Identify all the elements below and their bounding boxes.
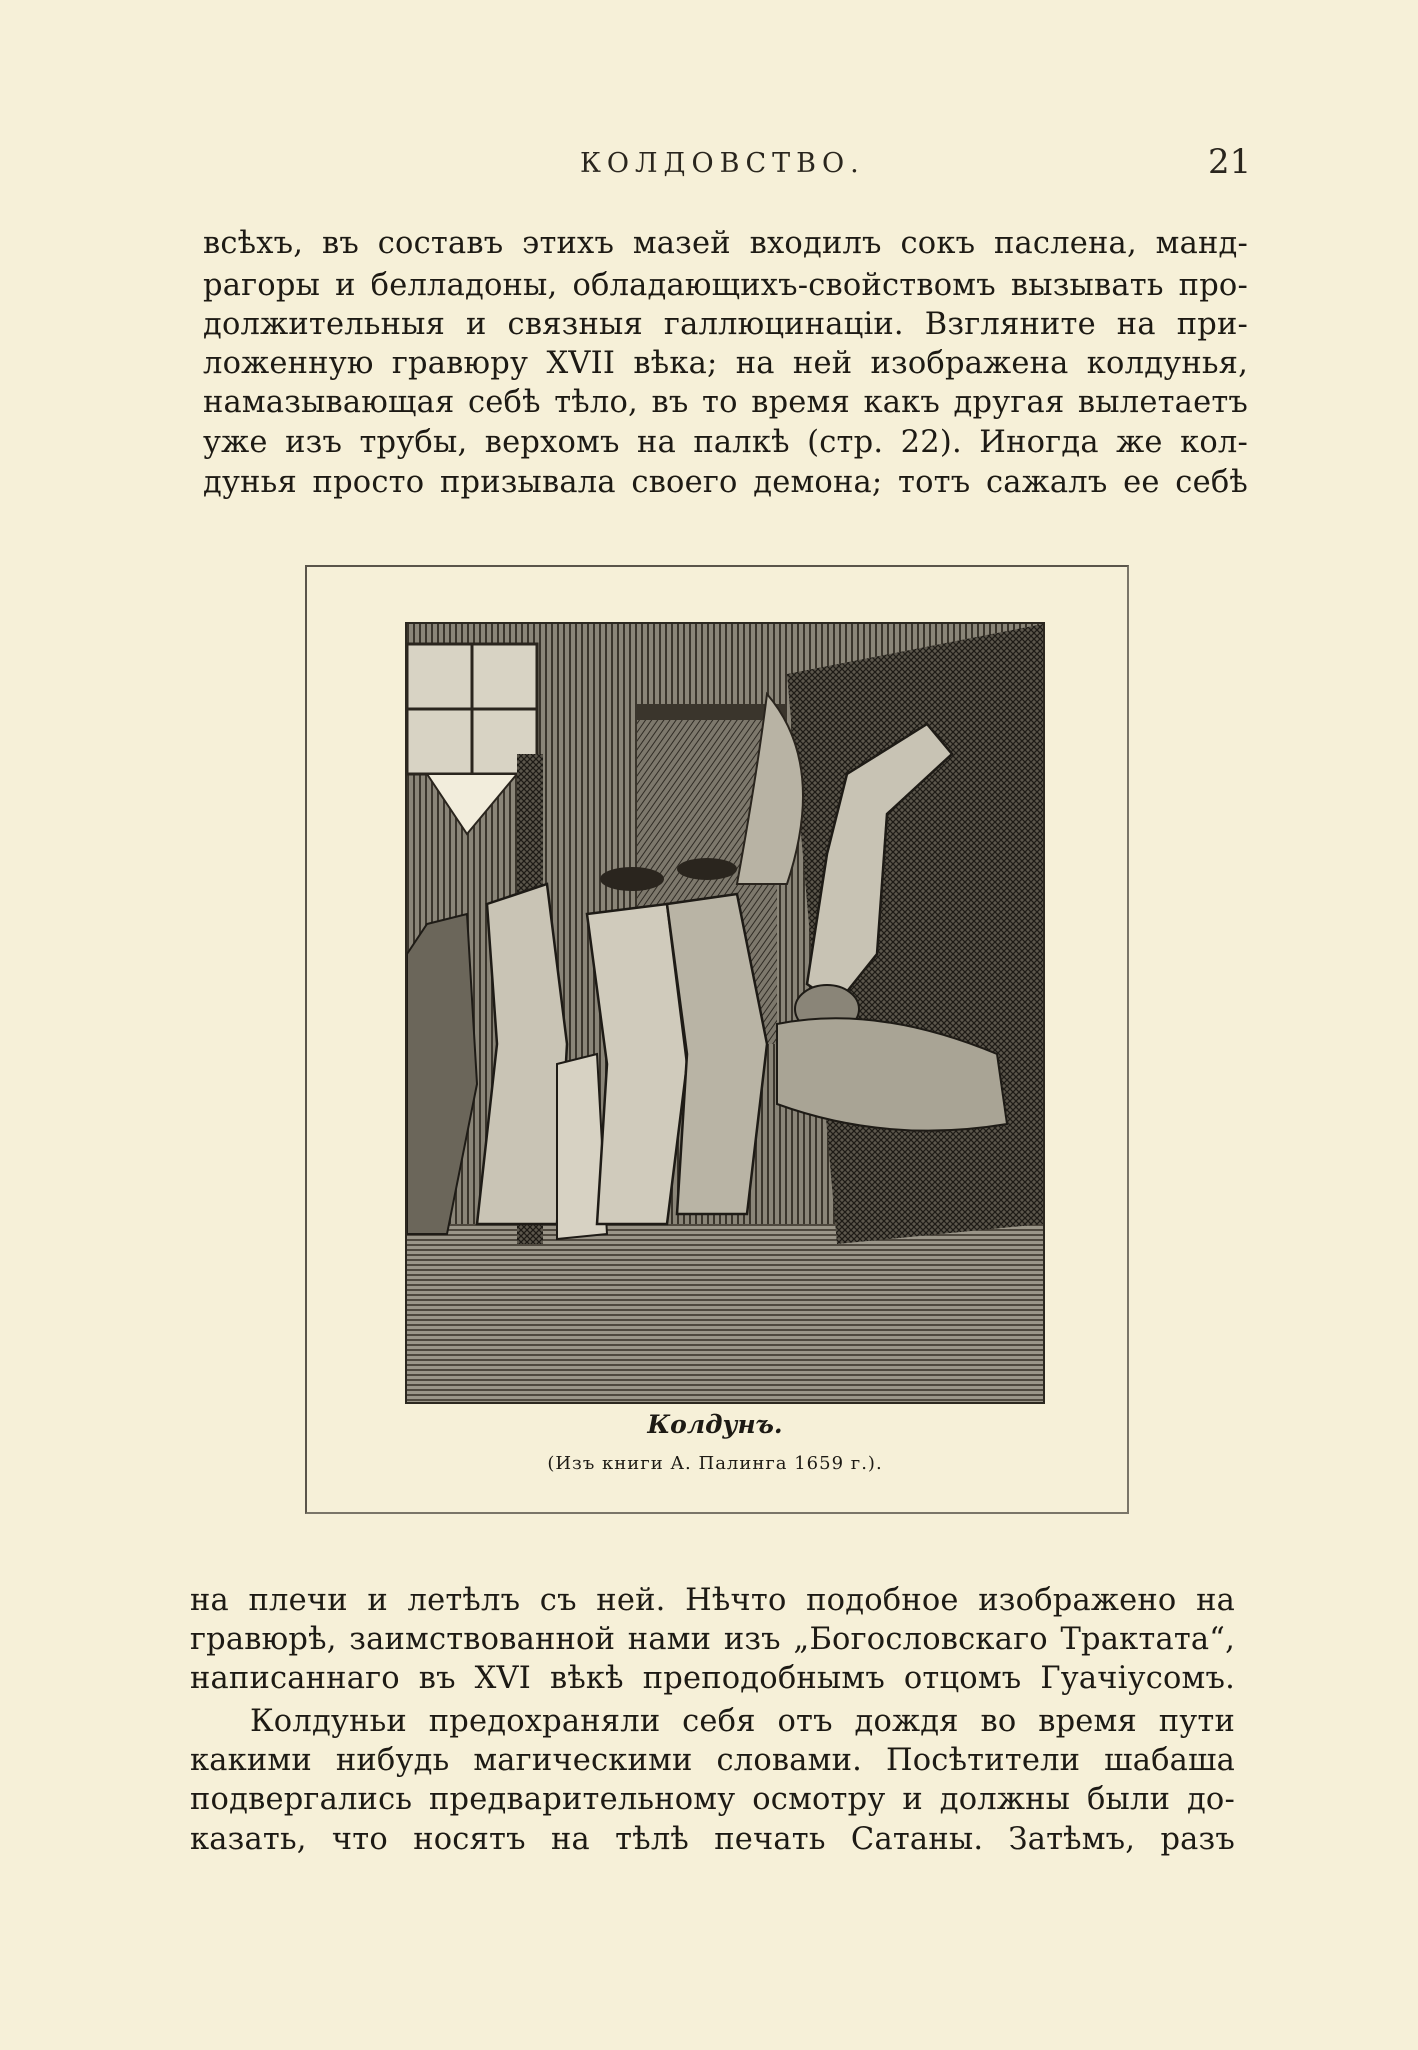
text-line: казать, что носятъ на тѣлѣ печать Сатаны. Затѣмъ, разъ <box>190 1822 1235 1857</box>
text-line: рагоры и белладоны, обладающихъ-свойствомъ вызывать про- <box>203 268 1248 303</box>
text-line: намазывающая себѣ тѣло, въ то время какъ другая вылетаетъ <box>203 385 1248 420</box>
figure-caption-source: (Изъ книги А. Палинга 1659 г.). <box>547 1453 883 1474</box>
text-line: подвергались предварительному осмотру и должны были до- <box>190 1782 1235 1817</box>
text-line: всѣхъ, въ составъ этихъ мазей входилъ сокъ паслена, манд- <box>203 226 1248 261</box>
text-line: какими нибудь магическими словами. Посѣтители шабаша <box>190 1743 1235 1778</box>
page-number: 21 <box>1208 142 1252 182</box>
text-line: написаннаго въ XVI вѣкѣ преподобнымъ отцомъ Гуачіусомъ. <box>190 1661 1235 1696</box>
text-line: должительныя и связныя галлюцинаціи. Взгляните на при- <box>203 307 1248 342</box>
text-line: уже изъ трубы, верхомъ на палкѣ (стр. 22). Иногда же кол- <box>203 425 1248 460</box>
engraving-illustration <box>405 622 1045 1404</box>
running-title: КОЛДОВСТВО. <box>580 148 865 179</box>
text-line: на плечи и летѣлъ съ ней. Нѣчто подобное изображено на <box>190 1583 1235 1618</box>
text-line: дунья просто призывала своего демона; тотъ сажалъ ее себѣ <box>203 465 1248 500</box>
text-line: ложенную гравюру XVII вѣка; на ней изображена колдунья, <box>203 346 1248 381</box>
figure-caption-title: Колдунъ. <box>647 1410 783 1439</box>
text-line: гравюрѣ, заимствованной нами изъ „Богословскаго Трактата“, <box>190 1622 1235 1657</box>
engraving-floor <box>407 1224 1043 1402</box>
text-line-indent: Колдуньи предохраняли себя отъ дождя во время пути <box>250 1704 1235 1739</box>
